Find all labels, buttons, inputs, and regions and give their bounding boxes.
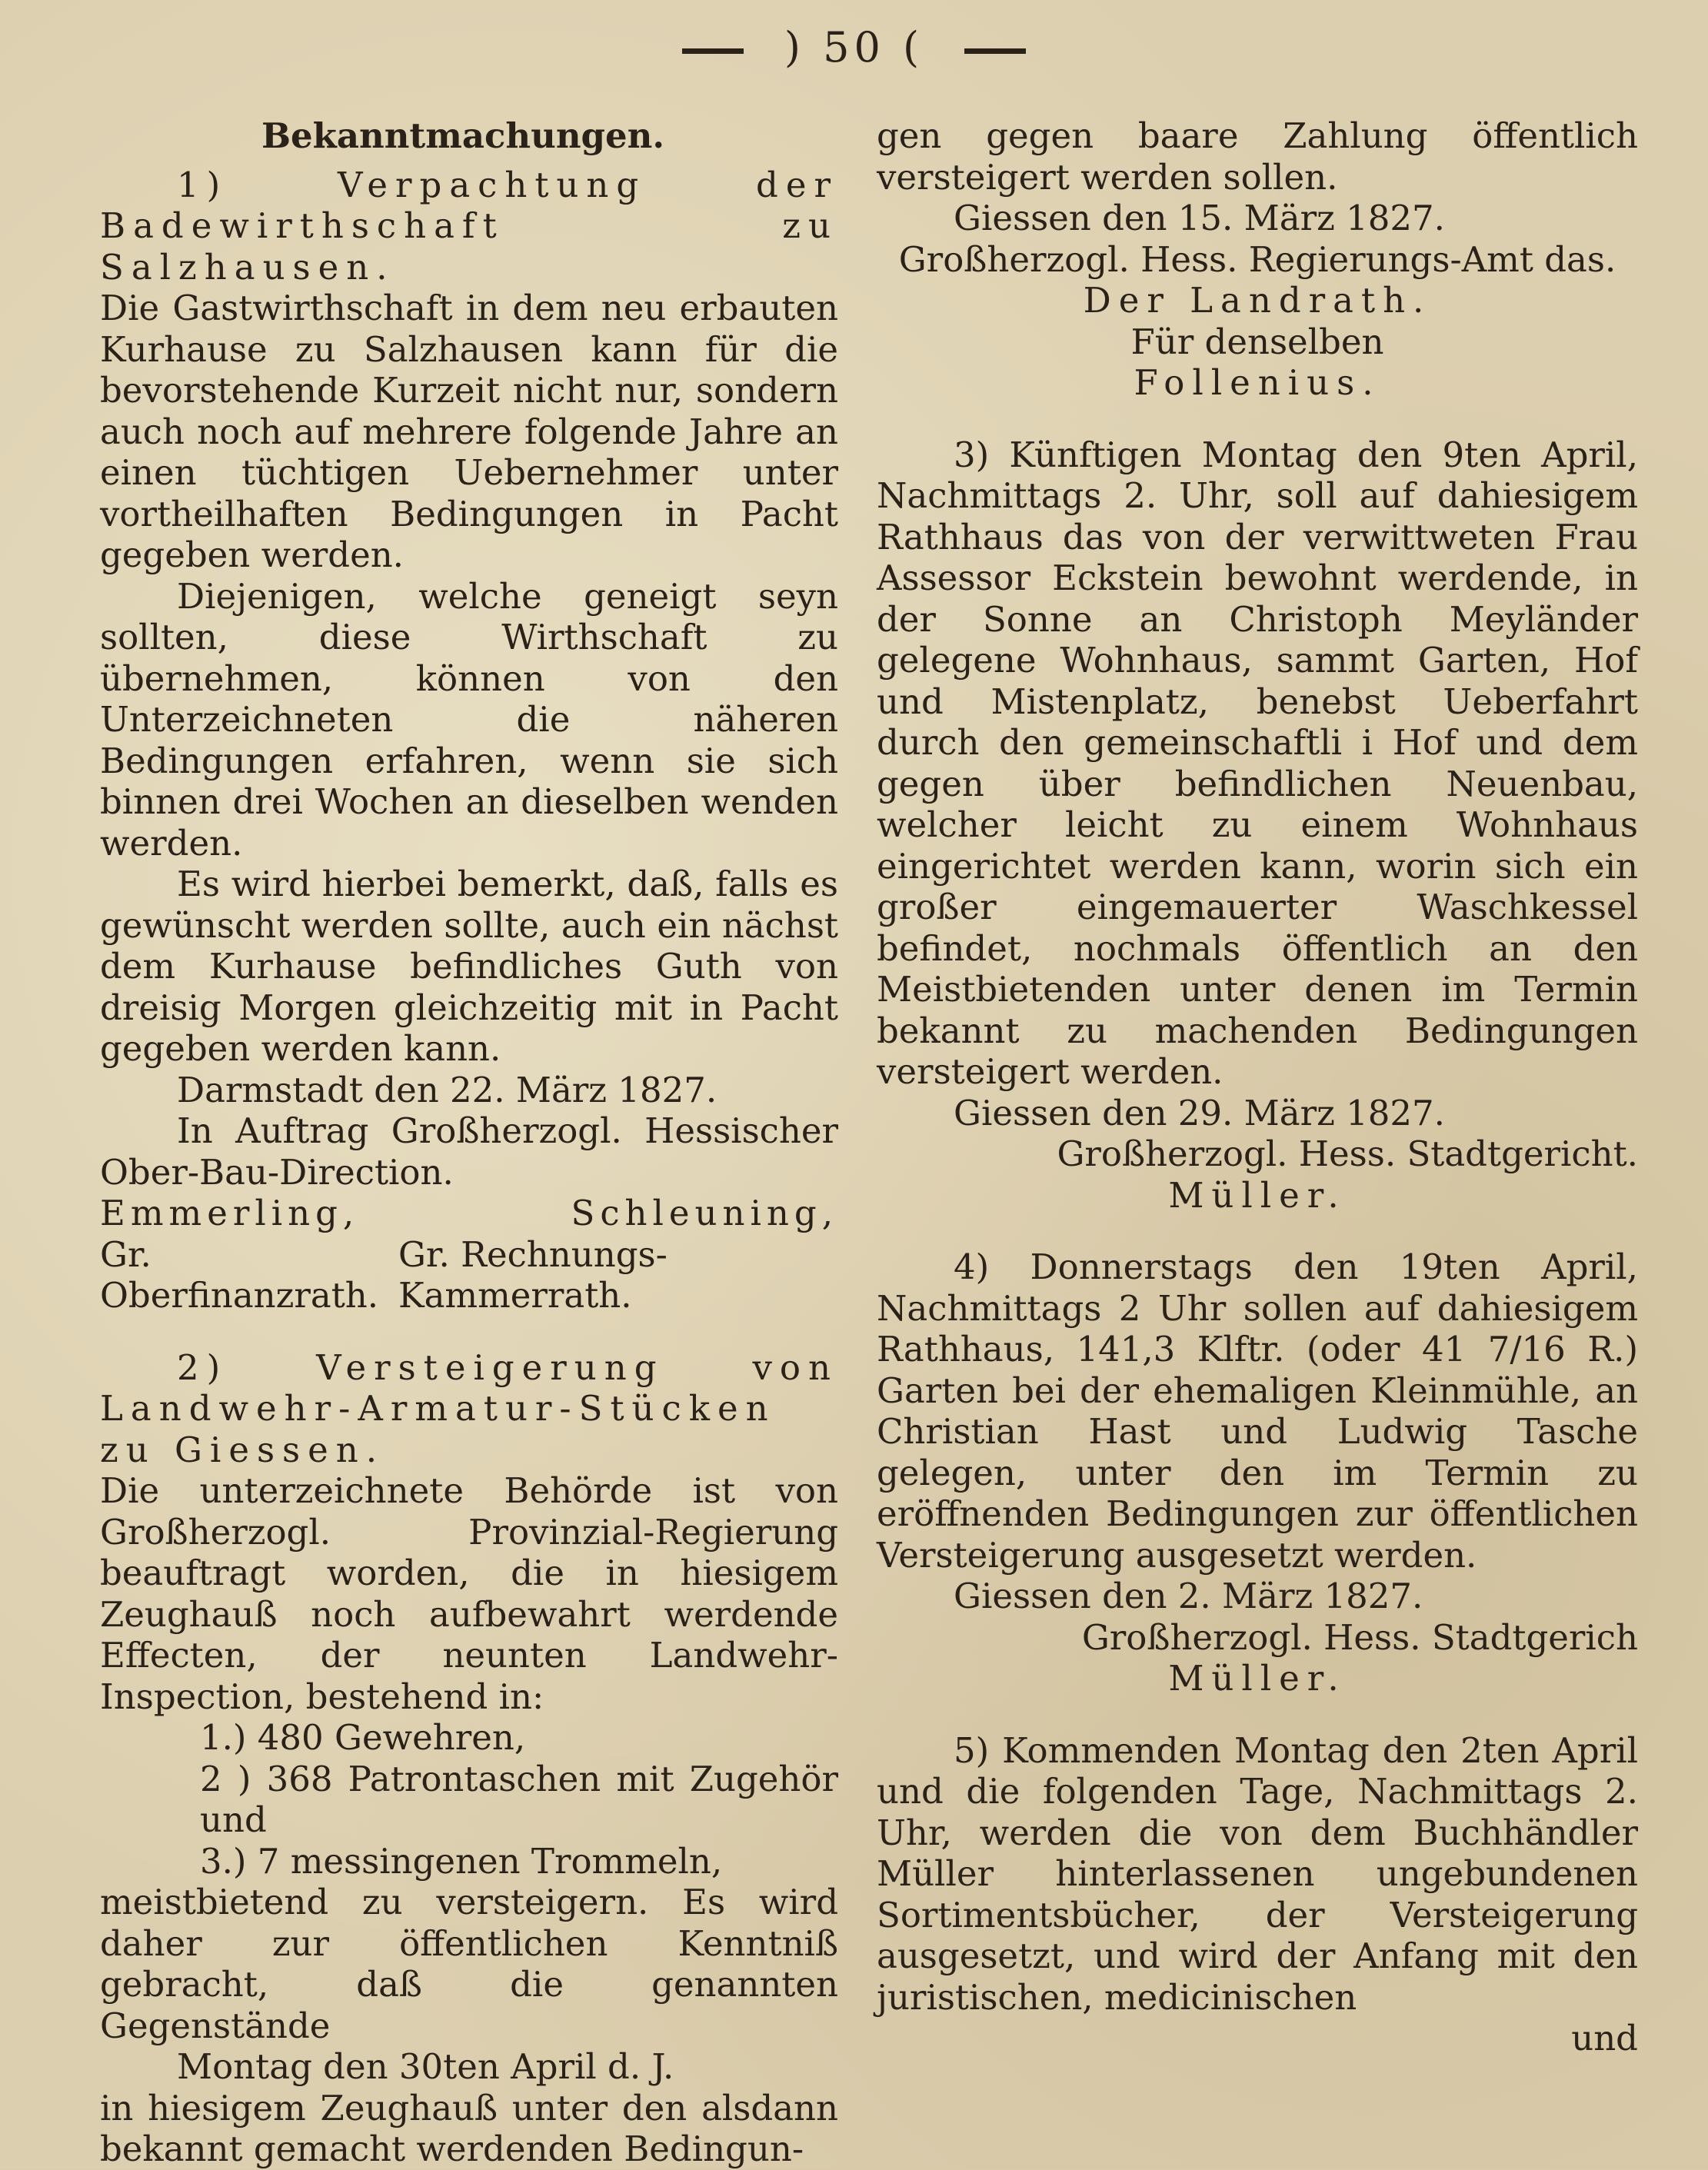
notice-4-authority: Großherzogl. Hess. Stadtgerich (1081, 1616, 1638, 1658)
notice-2-paragraph-2: meistbietend zu versteigern. Es wird daher zur öffentlichen Kenntniß gebracht, daß die genannten Gegenstände (100, 1882, 838, 2046)
notice-2-signature-proxy: Für denselben (1130, 321, 1384, 362)
notice-3-authority: Großherzogl. Hess. Stadtgericht. (1057, 1133, 1638, 1174)
section-title: Bekanntmachungen. (261, 115, 665, 156)
notice-2-authority: Großherzogl. Hess. Regierungs-Amt das. (898, 238, 1616, 280)
spacer (877, 1699, 1638, 1730)
notice-2-signature-name: Follenius. (1134, 362, 1381, 403)
notice-2-date: Giessen den 15. März 1827. (954, 198, 1445, 238)
notice-2-paragraph-3: in hiesigem Zeughauß unter den alsdann bekannt gemacht werdenden Bedingun- (100, 2087, 838, 2169)
notice-2-body: Die unterzeichnete Behörde ist von Großherzogl. Provinzial-Regierung beauftragt worden, die in hiesigem Zeughauß noch aufbewahrt werdende Effecten, der neunten Landwehr-Inspection, bestehend in: (100, 1470, 838, 1717)
notice-3-body: 3) Künftigen Montag den 9ten April, Nachmittags 2. Uhr, soll auf dahiesigem Rathhaus das von der verwittweten Frau Assessor Eckstein bewohnt werdende, in der Sonne an Christoph Meyländer gelegene Wohnhaus, sammt Garten, Hof und Mistenplatz, benebst Ueberfahrt durch den gemeinschaftli i Hof und dem gegen über befindlichen Neuenbau, welcher leicht zu einem Wohnhaus eingerichtet werden kann, worin sich ein großer eingemauerter Waschkessel befindet, nochmals öffentlich an den Meistbietenden unter denen im Termin bekannt zu machenden Bedingungen versteigert werden. (877, 434, 1638, 1092)
notice-2-signature-office: Der Landrath. (1083, 280, 1432, 321)
notice-2-item-2: 2 ) 368 Patrontaschen mit Zugehör und (200, 1758, 838, 1840)
notice-5-body: 5) Kommenden Montag den 2ten April und die folgenden Tage, Nachmittags 2. Uhr, werden die von dem Buchhändler Müller hinterlassenen ungebundenen Sortimentsbücher, der Versteigerung ausgesetzt, und wird der Anfang mit den juristischen, medicinischen (877, 1729, 1638, 2018)
page-number: ) 50 ( (784, 23, 924, 72)
notice-2-item-1: 1.) 480 Gewehren, (200, 1717, 526, 1758)
notice-4-body: 4) Donnerstags den 19ten April, Nachmittags 2 Uhr sollen auf dahiesigem Rathhaus, 141,3 Klftr. (oder 41 7/16 R.) Garten bei der ehemaligen Kleinmühle, an Christian Hast und Ludwig Tasche gelegen, unter den im Termin zu eröffnenden Bedingungen zur öffentlichen Versteigerung ausgesetzt werden. (877, 1246, 1638, 1576)
signature-left-title: Gr. Oberfinanzrath. (100, 1233, 379, 1316)
notice-2-auction-date: Montag den 30ten April d. J. (177, 2046, 674, 2087)
left-column (100, 115, 838, 2170)
signature-right-title: Gr. Rechnungs-Kammerrath. (398, 1233, 668, 1316)
spacer (877, 1216, 1638, 1246)
notice-1-date: Darmstadt den 22. März 1827. (177, 1069, 717, 1110)
notice-1-body: Die Gastwirthschaft in dem neu erbauten Kurhause zu Salzhausen kann für die bevorstehende Kurzeit nicht nur, sondern auch noch auf mehrere folgende Jahre an einen tüchtigen Uebernehmer unter vortheilhaften Bedingungen in Pacht gegeben werden. (100, 288, 838, 575)
spacer (100, 1316, 838, 1347)
notice-1-paragraph-2: Diejenigen, welche geneigt seyn sollten, diese Wirthschaft zu übernehmen, können von den Unterzeichneten die näheren Bedingungen erfahren, wenn sie sich binnen drei Wochen an dieselben wenden werden. (100, 575, 838, 864)
page-header (0, 23, 1708, 72)
header-dash-left (682, 48, 744, 54)
notice-2-heading: 2) Versteigerung von Landwehr-Armatur-Stücken zu Giessen. (100, 1346, 838, 1470)
notice-4-signature: Müller. (1168, 1658, 1347, 1699)
notice-2-item-3: 3.) 7 messingenen Trommeln, (200, 1840, 723, 1882)
notice-3-signature: Müller. (1168, 1174, 1347, 1216)
notice-1-heading: 1) Verpachtung der Badewirthschaft zu Salzhausen. (100, 164, 838, 288)
notice-1-authority: In Auftrag Großherzogl. Hessischer Ober-Bau-Direction. (100, 1110, 838, 1193)
notice-1-signatures (100, 1193, 838, 1234)
notice-3-date: Giessen den 29. März 1827. (954, 1092, 1445, 1133)
notice-4-date: Giessen den 2. März 1827. (954, 1576, 1423, 1616)
notice-1-signature-titles (100, 1234, 838, 1316)
signature-right-name: Schleuning, (571, 1193, 838, 1233)
catchword: und (1571, 2018, 1638, 2059)
notice-2-continuation: gen gegen baare Zahlung öffentlich versteigert werden sollen. (877, 115, 1638, 198)
signature-left-name: Emmerling, (100, 1193, 360, 1233)
right-column (877, 115, 1638, 2059)
spacer (877, 404, 1638, 434)
notice-1-paragraph-3: Es wird hierbei bemerkt, daß, falls es gewünscht werden sollte, auch ein nächst dem Kurhause befindliches Guth von dreisig Morgen gleichzeitig mit in Pacht gegeben werden kann. (100, 864, 838, 1069)
header-dash-right (964, 48, 1026, 54)
